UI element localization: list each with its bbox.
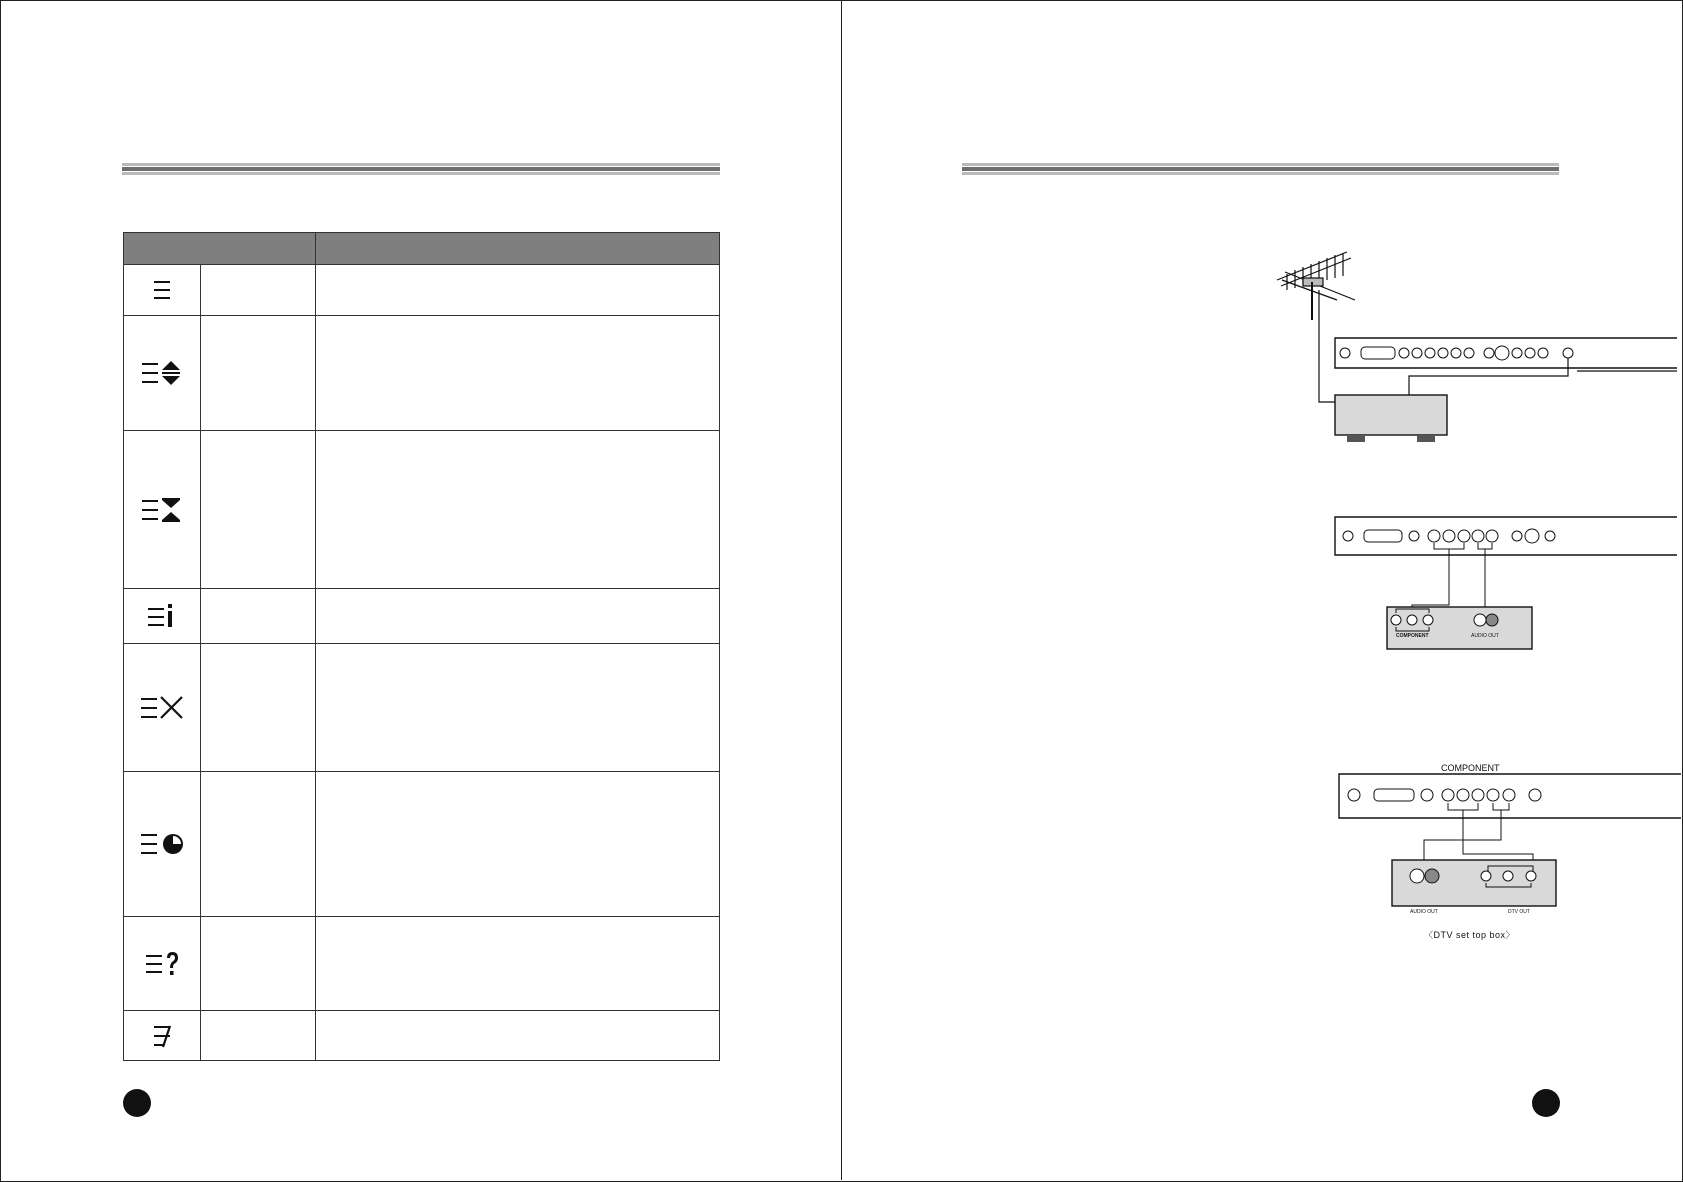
antenna-connection-diagram (1267, 250, 1677, 455)
desc-cell (316, 265, 720, 316)
teletext-button-table (123, 232, 720, 1061)
vcr-box (1335, 395, 1447, 442)
dtv-caption: 〈DTV set top box〉 (1424, 930, 1516, 940)
desc-cell (316, 1011, 720, 1061)
component-connection-diagram (1332, 515, 1677, 655)
desc-cell (316, 431, 720, 589)
icon-cell (124, 431, 201, 589)
desc-cell (316, 917, 720, 1011)
table-row (124, 1011, 720, 1061)
menu-size-icon (140, 497, 184, 523)
table-row (124, 644, 720, 772)
tv-rear-panel (1335, 517, 1677, 555)
name-cell (201, 316, 316, 431)
audio-out-label-1: AUDIO OUT (1471, 633, 1499, 639)
name-cell (201, 265, 316, 316)
name-cell (201, 772, 316, 917)
desc-cell (316, 644, 720, 772)
table-row (124, 265, 720, 316)
desc-cell (316, 589, 720, 644)
dtv-set-top-box (1392, 860, 1556, 906)
desc-cell (316, 316, 720, 431)
dtv-connection-diagram (1336, 772, 1681, 932)
tv-rear-panel (1339, 774, 1681, 818)
desc-cell (316, 772, 720, 917)
menu-reveal-icon (144, 951, 180, 977)
page-number-dot-right (1532, 1089, 1560, 1117)
menu-cancel-icon (139, 695, 185, 721)
dvd-player-box (1387, 607, 1532, 649)
menu-updown-icon (140, 360, 184, 386)
table-row (124, 917, 720, 1011)
menu-mix-icon (151, 1023, 173, 1049)
dtv-out-label: DTV OUT (1508, 909, 1530, 915)
icon-cell (124, 265, 201, 316)
icon-cell (124, 1011, 201, 1061)
component-box-label: COMPONENT (1396, 633, 1429, 639)
icon-cell (124, 316, 201, 431)
table-row (124, 431, 720, 589)
page-number-dot-left (123, 1089, 151, 1117)
header-rule-right (962, 163, 1559, 175)
table-header-row (124, 233, 720, 265)
menu-info-icon (146, 603, 178, 629)
icon-cell (124, 772, 201, 917)
name-cell (201, 431, 316, 589)
menu-clock-icon (139, 831, 185, 857)
icon-cell (124, 644, 201, 772)
audio-out-label-2: AUDIO OUT (1410, 909, 1438, 915)
left-page (0, 0, 840, 1180)
header-rule-left (122, 163, 720, 175)
name-cell (201, 644, 316, 772)
table-row (124, 316, 720, 431)
table-header-function (316, 233, 720, 265)
name-cell (201, 1011, 316, 1061)
right-page (842, 0, 1681, 1180)
component-top-label: COMPONENT (1441, 763, 1500, 773)
icon-cell (124, 917, 201, 1011)
tv-rear-panel (1335, 338, 1677, 368)
menu-icon (152, 279, 172, 301)
name-cell (201, 589, 316, 644)
table-row (124, 772, 720, 917)
icon-cell (124, 589, 201, 644)
table-row (124, 589, 720, 644)
name-cell (201, 917, 316, 1011)
table-header-button (124, 233, 316, 265)
